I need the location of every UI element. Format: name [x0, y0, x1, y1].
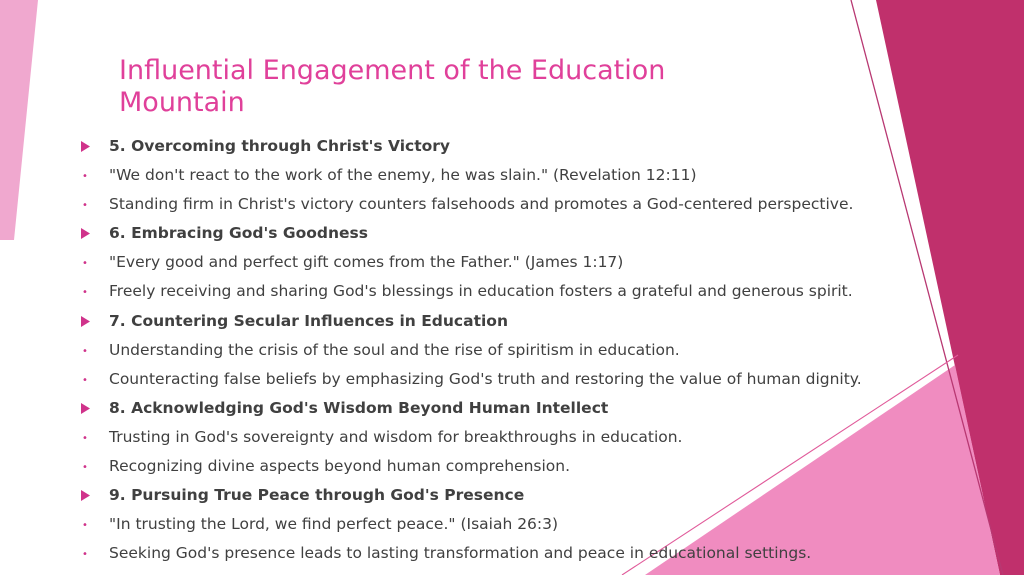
list-item-text: "We don't react to the work of the enemy, he was slain." (Revelation 12:11)	[109, 166, 697, 185]
dot-bullet-icon: •	[82, 432, 88, 444]
list-item-text: Understanding the crisis of the soul and the rise of spiritism in education.	[109, 340, 680, 359]
list-item	[78, 510, 898, 539]
list-item	[78, 365, 898, 394]
list-item-text: Trusting in God's sovereignty and wisdom for breakthroughs in education.	[109, 427, 683, 446]
dot-bullet-icon: •	[82, 171, 88, 183]
list-item-text: Seeking God's presence leads to lasting transformation and peace in educational settings.	[109, 544, 812, 563]
slide-title	[119, 55, 739, 119]
list-item-text: Standing firm in Christ's victory counters falsehoods and promotes a God-centered perspective.	[109, 195, 854, 214]
dot-bullet-icon: •	[82, 374, 88, 386]
list-item	[78, 219, 898, 248]
list-item-text: Freely receiving and sharing God's blessings in education fosters a grateful and generous spirit.	[109, 282, 853, 301]
list-item	[78, 481, 898, 510]
list-item-text: Recognizing divine aspects beyond human comprehension.	[109, 457, 571, 476]
dot-bullet-icon: •	[82, 287, 88, 299]
dot-bullet-icon: •	[82, 258, 88, 270]
list-item-text: "Every good and perfect gift comes from the Father." (James 1:17)	[109, 253, 624, 272]
dot-bullet-icon: •	[82, 345, 88, 357]
left-pink-band	[0, 0, 38, 240]
list-item-text: "In trusting the Lord, we find perfect peace." (Isaiah 26:3)	[109, 515, 559, 534]
triangle-bullet-icon	[78, 394, 92, 423]
list-item	[78, 539, 898, 568]
dot-bullet-icon: •	[82, 462, 88, 474]
triangle-bullet-icon	[78, 307, 92, 336]
dot-bullet-icon: •	[82, 520, 88, 532]
list-item	[78, 190, 898, 219]
list-item	[78, 248, 898, 277]
slide-title-line-2: Mountain	[119, 87, 245, 118]
list-item	[78, 132, 898, 161]
list-item	[78, 452, 898, 481]
list-item	[78, 394, 898, 423]
list-item	[78, 307, 898, 336]
list-item	[78, 161, 898, 190]
triangle-bullet-icon	[78, 132, 92, 161]
list-item-text: 5. Overcoming through Christ's Victory	[109, 137, 451, 155]
list-item	[78, 336, 898, 365]
list-item-text: 9. Pursuing True Peace through God's Presence	[109, 486, 525, 505]
list-item	[78, 277, 898, 306]
content-list	[78, 132, 898, 568]
list-item-text: Counteracting false beliefs by emphasizing God's truth and restoring the value of human dignity.	[109, 369, 862, 388]
list-item-text: 7. Countering Secular Influences in Education	[109, 311, 508, 330]
slide-title-line-1: Influential Engagement of the Education	[119, 55, 666, 86]
list-item-text: 6. Embracing God's Goodness	[109, 224, 368, 243]
dot-bullet-icon: •	[82, 549, 88, 561]
dot-bullet-icon: •	[82, 200, 88, 212]
triangle-bullet-icon	[78, 219, 92, 248]
list-item-text: 8. Acknowledging God's Wisdom Beyond Human Intellect	[109, 398, 609, 417]
triangle-bullet-icon	[78, 481, 92, 510]
list-item	[78, 423, 898, 452]
